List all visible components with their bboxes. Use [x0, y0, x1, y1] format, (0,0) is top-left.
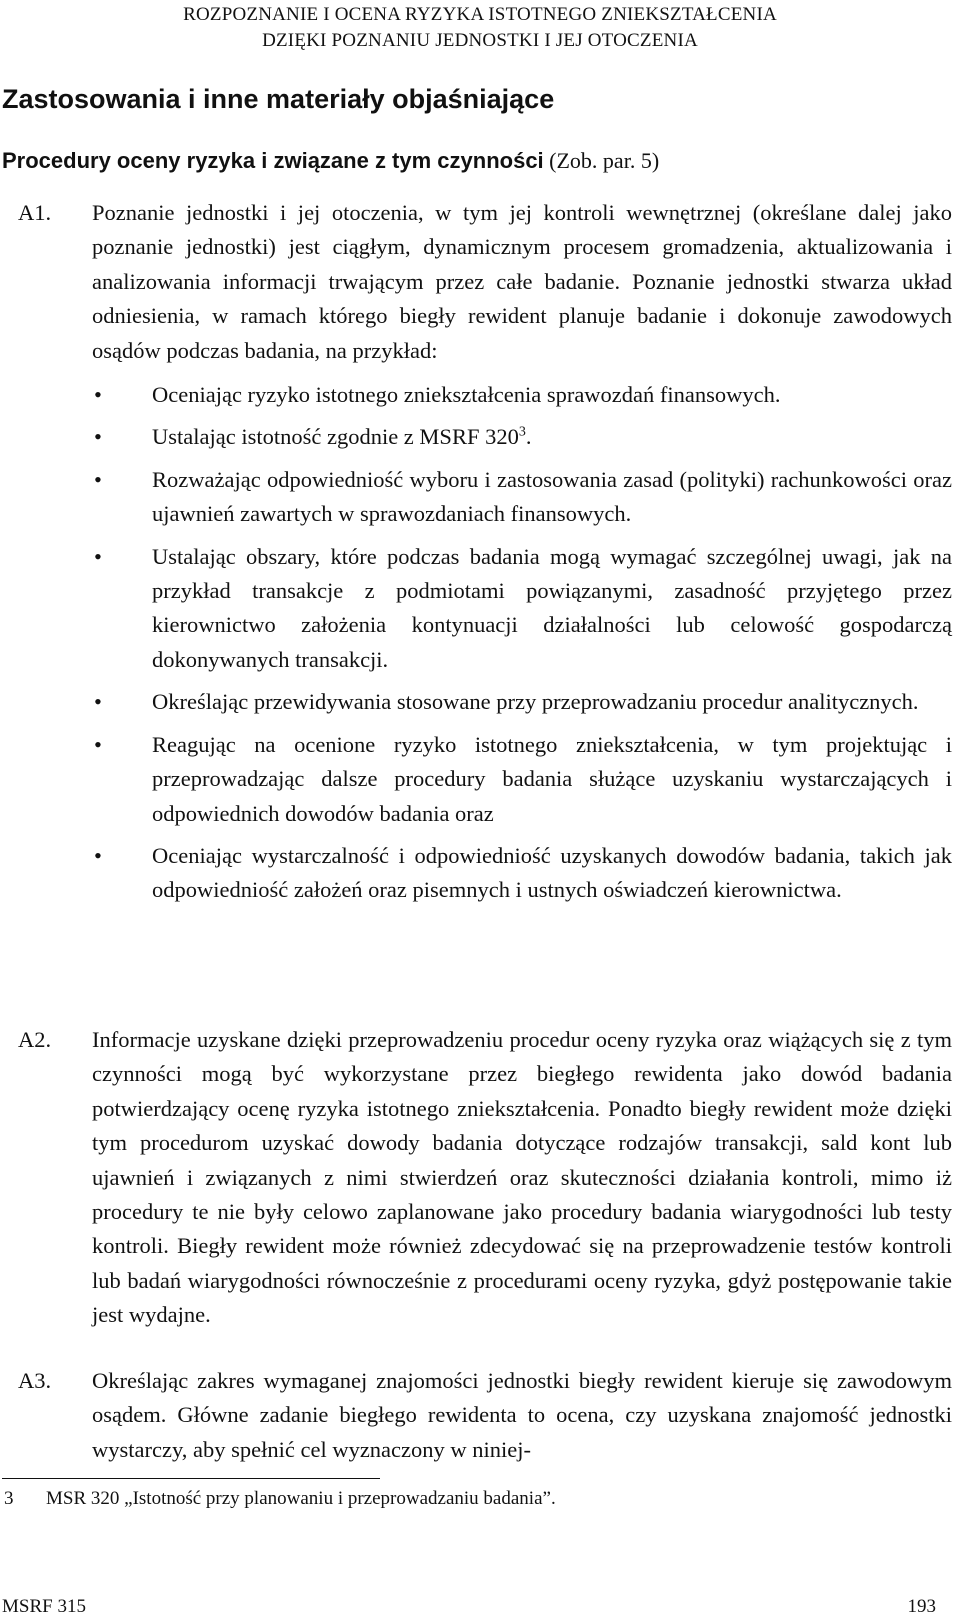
- running-header: [0, 2, 960, 54]
- bullet-icon: •: [94, 842, 102, 868]
- section-subtitle: [2, 148, 659, 174]
- section-title: Zastosowania i inne materiały objaśniające: [2, 84, 555, 114]
- bullet-icon: •: [94, 731, 102, 757]
- footnote-reference: 3: [518, 424, 526, 440]
- footnote-divider: [2, 1478, 380, 1479]
- paragraph-number: A1.: [18, 200, 52, 225]
- list-item: • Oceniając wystarczalność i odpowiedniość uzyskanych dowodów badania, takich jak odpowiedniość założeń oraz pisemnych i ustnych oświadczeń kierownictwa.: [152, 839, 952, 908]
- header-line-2: DZIĘKI POZNANIU JEDNOSTKI I JEJ OTOCZENIA: [262, 30, 698, 51]
- bullet-icon: •: [94, 543, 102, 569]
- paragraph-number: A3.: [18, 1368, 52, 1393]
- bullet-icon: •: [94, 424, 102, 450]
- paragraph-text: Poznanie jednostki i jej otoczenia, w tym jej kontroli wewnętrznej (określane dalej jako poznanie jednostki) jest ciągłym, dynamicznym procesem gromadzenia, aktualizowania i analizowania informacji trwającym przez całe badanie. Poznanie jednostki stwarza układ odniesienia, w ramach którego biegły rewident planuje badanie i dokonuje zawodowych osądów podczas badania, na przykład:: [92, 200, 952, 363]
- footnote-text: MSR 320 „Istotność przy planowaniu i przeprowadzaniu badania”.: [46, 1488, 556, 1509]
- page-number: 193: [907, 1596, 936, 1617]
- paragraph-text: Informacje uzyskane dzięki przeprowadzeniu procedur oceny ryzyka oraz wiążących się z tym czynności mogą być wykorzystane przez biegłego rewidenta jako dowód badania potwierdzający ocenę ryzyka istotnego zniekształcenia. Ponadto biegły rewident może dzięki tym procedurom uzyskać dowody badania dotyczące rodzajów transakcji, sald kont lub ujawnień i związanych z nimi stwierdzeń oraz skuteczności działania kontroli, mimo iż procedury te nie były celowo zaplanowane jako procedury badania wiarygodności lub testy kontroli. Biegły rewident może również zdecydować się na przeprowadzenie testów kontroli lub badań wiarygodności równocześnie z procedurami oceny ryzyka, gdyż postępowanie takie jest wydajne.: [92, 1027, 952, 1328]
- list-item: • Określając przewidywania stosowane przy przeprowadzaniu procedur analitycznych.: [152, 685, 952, 719]
- list-item: • Reagując na ocenione ryzyko istotnego zniekształcenia, w tym projektując i przeprowadzając dalsze procedury badania służące uzyskaniu wystarczających i odpowiednich dowodów badania oraz: [152, 728, 952, 831]
- list-item: • Oceniając ryzyko istotnego zniekształcenia sprawozdań finansowych.: [152, 378, 952, 412]
- paragraph-a1: [0, 196, 952, 916]
- header-line-1: ROZPOZNANIE I OCENA RYZYKA ISTOTNEGO ZNIEKSZTAŁCENIA: [183, 4, 777, 25]
- list-item: • Rozważając odpowiedniość wyboru i zastosowania zasad (polityki) rachunkowości oraz ujawnień zawartych w sprawozdaniach finansowych.: [152, 463, 952, 532]
- subtitle-reference: (Zob. par. 5): [549, 148, 660, 173]
- paragraph-a2: [0, 1023, 952, 1333]
- footnote-number: 3: [4, 1488, 14, 1509]
- footer-standard-label: MSRF 315: [2, 1596, 86, 1617]
- bullet-icon: •: [94, 466, 102, 492]
- bullet-icon: •: [94, 382, 102, 408]
- paragraph-number: A2.: [18, 1027, 52, 1052]
- bullet-list: [0, 378, 952, 908]
- bullet-icon: •: [94, 689, 102, 715]
- list-item: • Ustalając obszary, które podczas badania mogą wymagać szczególnej uwagi, jak na przykład transakcje z podmiotami powiązanymi, zasadność przyjętego przez kierownictwo założenia kontynuacji działalności lub celowość gospodarczą dokonywanych transakcji.: [152, 540, 952, 678]
- paragraph-text: Określając zakres wymaganej znajomości jednostki biegły rewident kieruje się zawodowym osądem. Główne zadanie biegłego rewidenta to ocena, czy uzyskana znajomość jednostki wystarczy, aby spełnić cel wyznaczony w niniej-: [92, 1368, 952, 1462]
- list-item: • Ustalając istotność zgodnie z MSRF $320^3$.: [152, 420, 952, 454]
- paragraph-a3: [0, 1364, 952, 1467]
- subtitle-bold: Procedury oceny ryzyka i związane z tym czynności: [2, 148, 544, 173]
